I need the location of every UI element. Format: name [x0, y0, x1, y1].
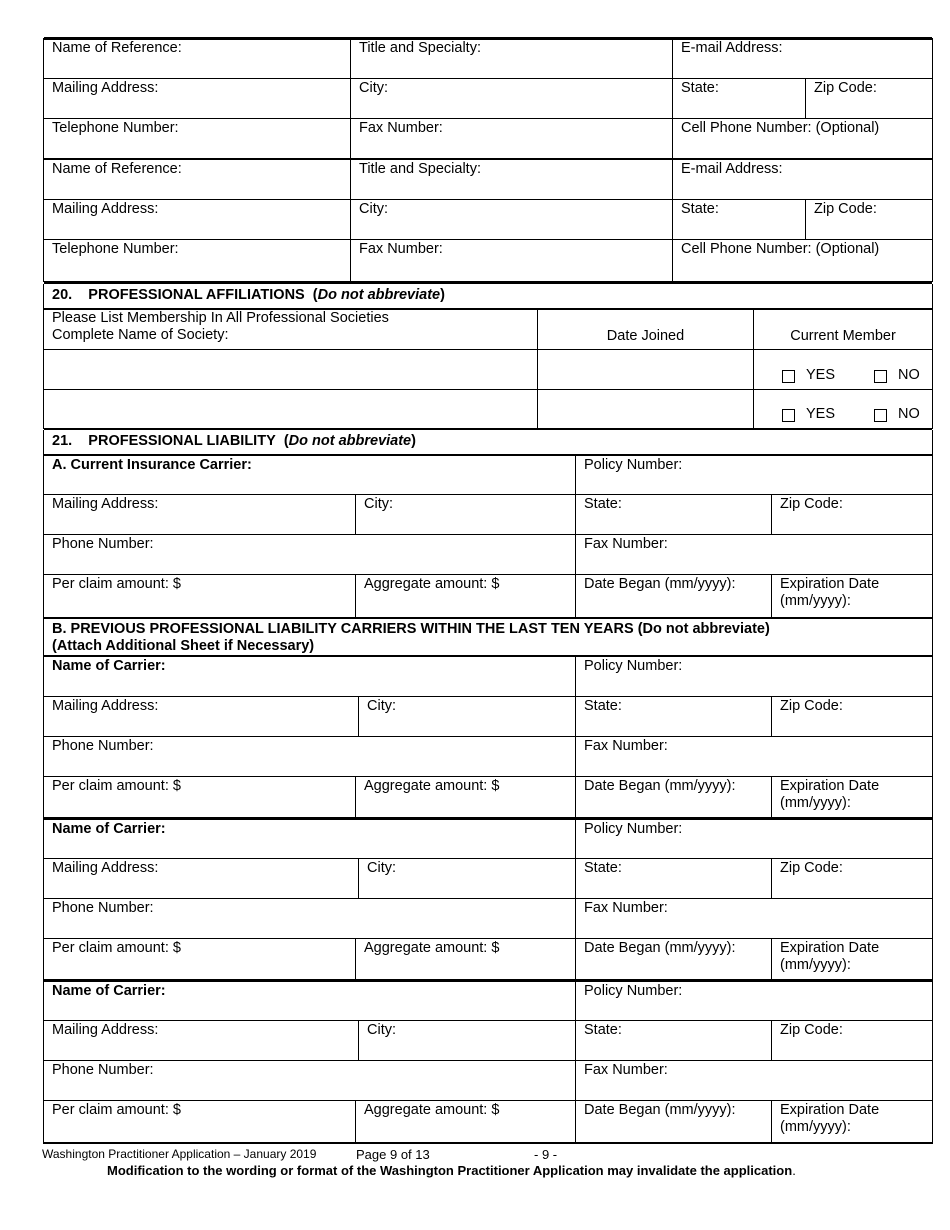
reference-phone-field[interactable]: Telephone Number: [52, 241, 179, 257]
reference-zip-field[interactable]: Zip Code: [805, 78, 932, 118]
mailing-address-field[interactable]: Mailing Address: [52, 1022, 159, 1038]
no-label: NO [898, 406, 920, 422]
liability-section [43, 430, 933, 1144]
per-claim-field[interactable]: Per claim amount: $ [52, 940, 181, 956]
reference-mailing-field[interactable]: Mailing Address: [52, 201, 159, 217]
policy-number-field[interactable]: Policy Number: [575, 455, 932, 494]
no-checkbox[interactable] [874, 409, 887, 422]
footer-page-count: Page 9 of 13 [356, 1147, 430, 1162]
date-joined-header: Date Joined [537, 309, 753, 349]
reference-2-row-2 [44, 199, 932, 239]
reference-zip-field[interactable]: Zip Code: [805, 199, 932, 239]
zip-field[interactable]: Zip Code: [771, 696, 932, 736]
affiliations-column-headers [44, 309, 932, 349]
fax-field[interactable]: Fax Number: [575, 898, 932, 938]
reference-1-row-3 [44, 118, 932, 158]
reference-email-field[interactable]: E-mail Address: [672, 38, 932, 78]
state-field[interactable]: State: [575, 858, 771, 898]
per-claim-field[interactable]: Per claim amount: $ [52, 778, 181, 794]
city-field[interactable]: City: [358, 858, 575, 898]
footer-notice: Modification to the wording or format of the Washington Practitioner Application may invalidate the application. [107, 1163, 796, 1178]
previous-carrier-1-row-4 [44, 776, 932, 818]
yes-label: YES [806, 406, 836, 422]
reference-phone-field[interactable]: Telephone Number: [52, 120, 179, 136]
reference-state-field[interactable]: State: [672, 199, 805, 239]
reference-2-row-1 [44, 159, 932, 199]
expiration-date-field[interactable]: Expiration Date (mm/yyyy): [771, 1100, 932, 1142]
zip-field[interactable]: Zip Code: [771, 858, 932, 898]
expiration-date-field[interactable]: Expiration Date (mm/yyyy): [771, 776, 932, 818]
yes-label: YES [806, 367, 836, 383]
date-began-field[interactable]: Date Began (mm/yyyy): [575, 1100, 771, 1142]
phone-field[interactable]: Phone Number: [52, 738, 154, 754]
affiliations-header: 20. PROFESSIONAL AFFILIATIONS (Do not abbreviate) [52, 287, 445, 303]
reference-cell-field[interactable]: Cell Phone Number: (Optional) [672, 239, 932, 281]
zip-field[interactable]: Zip Code: [771, 1020, 932, 1060]
reference-1-row-2 [44, 78, 932, 118]
date-joined-field[interactable] [537, 349, 753, 389]
phone-field[interactable]: Phone Number: [52, 900, 154, 916]
current-member-field [753, 389, 932, 428]
expiration-date-field[interactable]: Expiration Date (mm/yyyy): [771, 938, 932, 980]
affiliation-row [44, 389, 932, 428]
current-carrier-row-2 [44, 494, 932, 534]
previous-carrier-1-row-2 [44, 696, 932, 736]
society-name-header: Please List Membership In All Professional Societies Complete Name of Society: [52, 310, 389, 343]
expiration-date-field[interactable]: Expiration Date (mm/yyyy): [771, 574, 932, 617]
zip-field[interactable]: Zip Code: [771, 494, 932, 534]
yes-checkbox[interactable] [782, 409, 795, 422]
reference-2-row-3 [44, 239, 932, 281]
city-field[interactable]: City: [355, 494, 575, 534]
state-field[interactable]: State: [575, 494, 771, 534]
date-began-field[interactable]: Date Began (mm/yyyy): [575, 776, 771, 818]
reference-name-field[interactable]: Name of Reference: [52, 40, 182, 56]
date-joined-field[interactable] [537, 389, 753, 428]
carrier-name-field[interactable]: Name of Carrier: [52, 983, 166, 999]
fax-field[interactable]: Fax Number: [575, 736, 932, 776]
reference-1-row-1 [44, 38, 932, 78]
current-member-header: Current Member [753, 309, 932, 349]
policy-number-field[interactable]: Policy Number: [575, 656, 932, 696]
previous-carrier-3-row-1 [44, 981, 932, 1020]
city-field[interactable]: City: [358, 696, 575, 736]
previous-carrier-1-row-3 [44, 736, 932, 776]
previous-carrier-2-row-3 [44, 898, 932, 938]
aggregate-field[interactable]: Aggregate amount: $ [355, 776, 575, 818]
society-name-field[interactable] [44, 349, 537, 389]
policy-number-field[interactable]: Policy Number: [575, 819, 932, 858]
per-claim-field[interactable]: Per claim amount: $ [52, 576, 181, 592]
fax-field[interactable]: Fax Number: [575, 534, 932, 574]
current-carrier-row-3 [44, 534, 932, 574]
mailing-address-field[interactable]: Mailing Address: [52, 860, 159, 876]
reference-state-field[interactable]: State: [672, 78, 805, 118]
footer-application-name: Washington Practitioner Application – January 2019 [42, 1147, 317, 1161]
current-carrier-row-1 [44, 455, 932, 494]
previous-carrier-3-row-3 [44, 1060, 932, 1100]
aggregate-field[interactable]: Aggregate amount: $ [355, 938, 575, 980]
phone-field[interactable]: Phone Number: [52, 536, 154, 552]
reference-city-field[interactable]: City: [350, 199, 672, 239]
policy-number-field[interactable]: Policy Number: [575, 981, 932, 1020]
mailing-address-field[interactable]: Mailing Address: [52, 496, 159, 512]
previous-carrier-3-row-2 [44, 1020, 932, 1060]
current-carrier-field[interactable]: A. Current Insurance Carrier: [52, 457, 252, 473]
previous-carriers-header: B. PREVIOUS PROFESSIONAL LIABILITY CARRIERS WITHIN THE LAST TEN YEARS (Do not abbreviate) (Attach Additional Sheet if Necessary) [52, 621, 770, 654]
previous-carrier-2-row-1 [44, 819, 932, 858]
affiliations-section [43, 284, 933, 429]
reference-city-field[interactable]: City: [350, 78, 672, 118]
reference-title-field[interactable]: Title and Specialty: [350, 38, 672, 78]
carrier-name-field[interactable]: Name of Carrier: [52, 821, 166, 837]
reference-name-field[interactable]: Name of Reference: [52, 161, 182, 177]
references-table [43, 38, 933, 282]
per-claim-field[interactable]: Per claim amount: $ [52, 1102, 181, 1118]
footer-page-number: - 9 - [534, 1147, 558, 1162]
no-checkbox[interactable] [874, 370, 887, 383]
reference-fax-field[interactable]: Fax Number: [350, 118, 672, 158]
previous-carrier-1-row-1 [44, 656, 932, 696]
phone-field[interactable]: Phone Number: [52, 1062, 154, 1078]
previous-carrier-3-row-4 [44, 1100, 932, 1142]
yes-checkbox[interactable] [782, 370, 795, 383]
previous-carrier-2-row-2 [44, 858, 932, 898]
fax-field[interactable]: Fax Number: [575, 1060, 932, 1100]
reference-cell-field[interactable]: Cell Phone Number: (Optional) [672, 118, 932, 158]
current-carrier-row-4 [44, 574, 932, 617]
reference-mailing-field[interactable]: Mailing Address: [52, 80, 159, 96]
date-began-field[interactable]: Date Began (mm/yyyy): [575, 938, 771, 980]
no-label: NO [898, 367, 920, 383]
society-name-field[interactable] [44, 389, 537, 428]
state-field[interactable]: State: [575, 1020, 771, 1060]
mailing-address-field[interactable]: Mailing Address: [52, 698, 159, 714]
carrier-name-field[interactable]: Name of Carrier: [52, 658, 166, 674]
aggregate-field[interactable]: Aggregate amount: $ [355, 1100, 575, 1142]
aggregate-field[interactable]: Aggregate amount: $ [355, 574, 575, 617]
city-field[interactable]: City: [358, 1020, 575, 1060]
affiliation-row [44, 349, 932, 389]
reference-title-field[interactable]: Title and Specialty: [350, 159, 672, 199]
state-field[interactable]: State: [575, 696, 771, 736]
reference-email-field[interactable]: E-mail Address: [672, 159, 932, 199]
date-began-field[interactable]: Date Began (mm/yyyy): [575, 574, 771, 617]
liability-header: 21. PROFESSIONAL LIABILITY (Do not abbreviate) [52, 433, 416, 449]
reference-fax-field[interactable]: Fax Number: [350, 239, 672, 281]
current-member-field [753, 349, 932, 389]
previous-carrier-2-row-4 [44, 938, 932, 980]
